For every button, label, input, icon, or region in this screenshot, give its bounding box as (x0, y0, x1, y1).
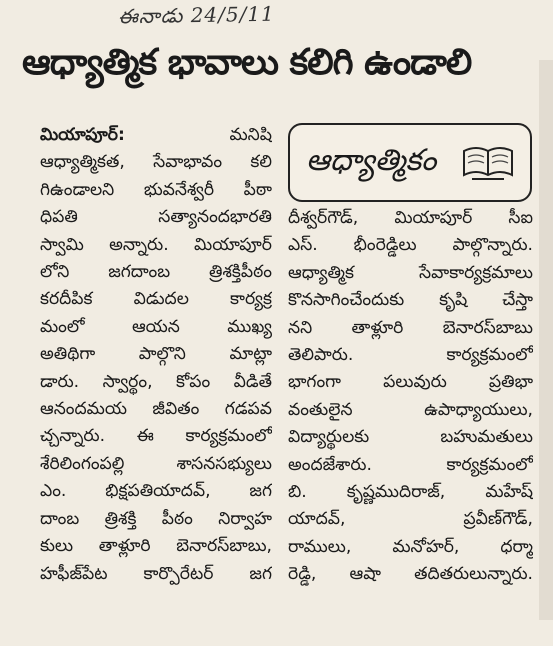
dateline: మియాపూర్: (40, 125, 125, 145)
article-line: దాంబ త్రిశక్తి పీఠం నిర్వాహ (40, 508, 272, 529)
article-line: భాగంగా పలువురు ప్రతిభా (288, 372, 533, 393)
paper-bleed-edge (539, 60, 553, 620)
article-line: శేరిలింగంపల్లి శాసనసభ్యులు (40, 453, 272, 474)
article-line: ఆనందమయ జీవితం గడపవ (40, 399, 272, 420)
article-line: యాదవ్, ప్రవీణ్‌గౌడ్, (288, 509, 533, 530)
article-line: ఆధ్యాత్మికత, సేవాభావం కలి (40, 152, 272, 173)
article-line: ధిపతి సత్యానందభారతి (40, 207, 272, 228)
article-line: రెడ్డి, ఆషా తదితరులున్నారు. (288, 564, 533, 585)
article-line: స్వామి అన్నారు. మియాపూర్ (40, 234, 272, 255)
article-line: లోని జగదాంబ త్రిశక్తిపీఠం (40, 262, 272, 283)
section-label: ఆధ్యాత్మికం (306, 143, 437, 178)
left-column (40, 122, 272, 588)
article-line: డారు. స్వార్థం, కోపం వీడితే (40, 371, 272, 392)
article-line: ఎం. భిక్షపతియాదవ్, జగ (40, 481, 272, 502)
article-line: అతిథిగా పాల్గొని మాట్లా (40, 344, 272, 365)
article-line: తెలిపారు. కార్యక్రమంలో (288, 345, 533, 366)
headline: ఆధ్యాత్మిక భావాలు కలిగి ఉండాలి (22, 42, 472, 83)
section-logo-box (288, 123, 532, 202)
book-icon (460, 137, 516, 187)
article-line: రాములు, మనోహర్, ధర్మా (288, 536, 533, 557)
handwritten-date-note: ఈనాడు 24/5/11 (117, 1, 275, 29)
article-line: కొనసాగించేందుకు కృషి చేస్తా (288, 290, 533, 311)
article-line: వంతులైన ఉపాధ్యాయులు, (288, 399, 533, 420)
article-line: నని తాళ్లూరి బెనారస్‌బాబు (288, 317, 533, 338)
article-line: విద్యార్థులకు బహుమతులు (288, 427, 533, 448)
right-column (288, 205, 533, 589)
article-line: కరదీపిక విడుదల కార్యక్ర (40, 289, 272, 310)
article-line: మంలో ఆయన ముఖ్య (40, 316, 272, 337)
article-line: అందజేశారు. కార్యక్రమంలో (288, 454, 533, 475)
article-line: కులు తాళ్లూరి బెనారస్‌బాబు, (40, 536, 272, 557)
article-line: ఆధ్యాత్మిక సేవాకార్యక్రమాలు (288, 262, 533, 283)
article-line: హఫీజ్‌పేట కార్పొరేటర్ జగ (40, 563, 272, 584)
article-line: ఎస్. భీంరెడ్డిలు పాల్గొన్నారు. (288, 235, 533, 256)
article-line: గిఉండాలని భువనేశ్వరీ పీఠా (40, 179, 272, 200)
article-line: బి. కృష్ణముదిరాజ్, మహేష్ (288, 482, 533, 503)
article-line: చ్చన్నారు. ఈ కార్యక్రమంలో (40, 426, 272, 447)
article-line: దీశ్వర్‌గౌడ్, మియాపూర్ సీఐ (288, 208, 533, 228)
article-line: మియాపూర్: మనిషి (40, 125, 272, 145)
